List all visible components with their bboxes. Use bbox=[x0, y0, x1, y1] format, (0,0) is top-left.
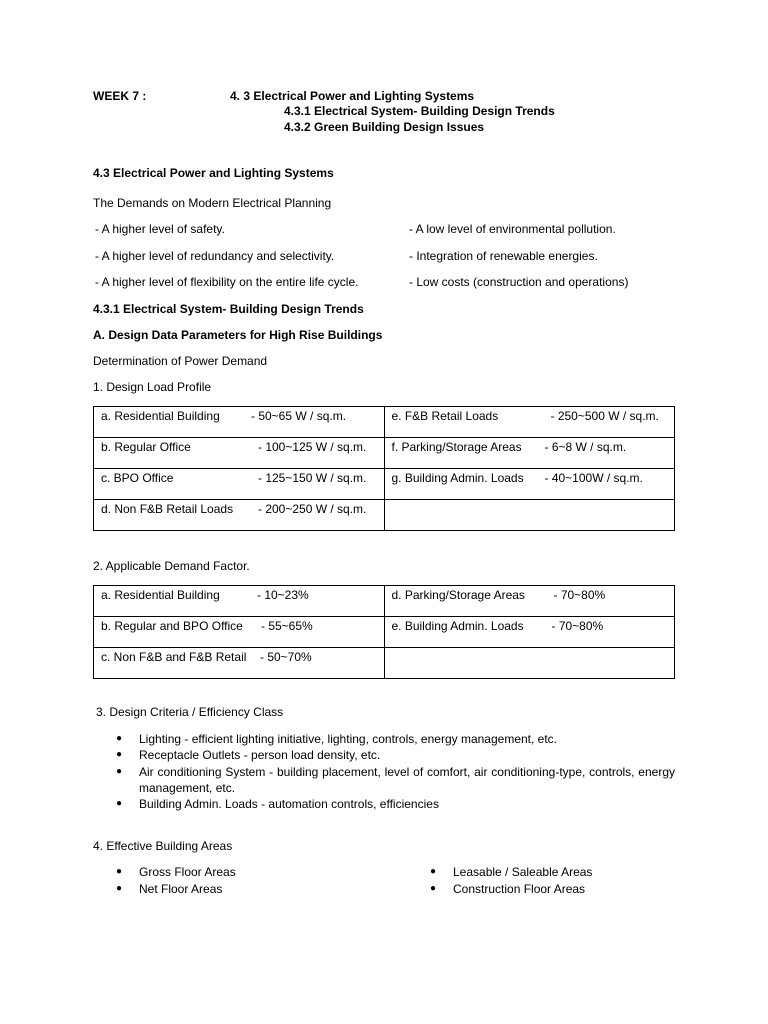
table-row bbox=[94, 469, 675, 500]
part-a-title: A. Design Data Parameters for High Rise Buildings bbox=[93, 328, 383, 342]
table-row bbox=[94, 438, 675, 469]
demand-right-item: - Integration of renewable energies. bbox=[409, 249, 598, 263]
cell-label: e. F&B Retail Loads bbox=[391, 409, 499, 423]
table-cell bbox=[384, 648, 675, 679]
list-item: Net Floor Areas bbox=[139, 882, 223, 896]
bullet-icon: ● bbox=[116, 749, 123, 760]
section-title: 4.3 Electrical Power and Lighting Systems bbox=[93, 166, 334, 180]
cell-value: - 125~150 W / sq.m. bbox=[258, 471, 367, 485]
table-cell bbox=[94, 617, 385, 648]
cell-label: a. Residential Building bbox=[101, 409, 220, 423]
demand-right-item: - A low level of environmental pollution. bbox=[409, 222, 616, 236]
cell-label: f. Parking/Storage Areas bbox=[391, 440, 522, 454]
table-row bbox=[94, 407, 675, 438]
design-criteria-heading: 3. Design Criteria / Efficiency Class bbox=[96, 705, 284, 719]
table-row bbox=[94, 586, 675, 617]
list-item: Air conditioning System - building placement, level of comfort, air conditioning-type, controls, energy bbox=[139, 765, 675, 779]
table-cell bbox=[94, 500, 385, 531]
bullet-icon: ● bbox=[430, 866, 437, 877]
table-cell bbox=[384, 407, 675, 438]
power-demand-heading: Determination of Power Demand bbox=[93, 354, 268, 368]
cell-label: d. Parking/Storage Areas bbox=[391, 588, 525, 602]
subsection-title: 4.3.1 Electrical System- Building Design Trends bbox=[93, 302, 364, 316]
bullet-icon: ● bbox=[116, 798, 123, 809]
list-item: Leasable / Saleable Areas bbox=[453, 865, 593, 879]
cell-value: - 40~100W / sq.m. bbox=[544, 471, 643, 485]
cell-value: - 70~80% bbox=[553, 588, 606, 602]
cell-label: c. BPO Office bbox=[101, 471, 174, 485]
demand-right-item: - Low costs (construction and operations) bbox=[409, 275, 629, 289]
list-item: Receptacle Outlets - person load density, etc. bbox=[139, 748, 381, 762]
bullet-icon: ● bbox=[116, 733, 123, 744]
cell-label: b. Regular Office bbox=[101, 440, 191, 454]
table-cell bbox=[94, 438, 385, 469]
table-cell bbox=[384, 500, 675, 531]
table-cell bbox=[94, 407, 385, 438]
topic-main: 4. 3 Electrical Power and Lighting Systems bbox=[230, 89, 475, 103]
list-item: Construction Floor Areas bbox=[453, 882, 586, 896]
week-label: WEEK 7 : bbox=[93, 89, 147, 103]
cell-label: e. Building Admin. Loads bbox=[391, 619, 524, 633]
load-profile-heading: 1. Design Load Profile bbox=[93, 380, 212, 394]
building-areas-heading: 4. Effective Building Areas bbox=[93, 839, 233, 853]
cell-value: - 200~250 W / sq.m. bbox=[258, 502, 367, 516]
table-cell bbox=[384, 469, 675, 500]
table-row bbox=[94, 500, 675, 531]
cell-label: g. Building Admin. Loads bbox=[391, 471, 524, 485]
table-cell bbox=[384, 438, 675, 469]
table-cell bbox=[94, 469, 385, 500]
cell-value: - 6~8 W / sq.m. bbox=[544, 440, 627, 454]
demand-left-item: - A higher level of redundancy and selectivity. bbox=[95, 249, 335, 263]
demands-intro: The Demands on Modern Electrical Planning bbox=[93, 196, 332, 210]
cell-value: - 70~80% bbox=[551, 619, 604, 633]
demand-left-item: - A higher level of flexibility on the entire life cycle. bbox=[95, 275, 359, 289]
cell-value: - 250~500 W / sq.m. bbox=[550, 409, 659, 423]
cell-label: b. Regular and BPO Office bbox=[101, 619, 243, 633]
cell-value: - 50~70% bbox=[260, 650, 312, 664]
cell-value: - 100~125 W / sq.m. bbox=[258, 440, 367, 454]
cell-value: - 10~23% bbox=[257, 588, 309, 602]
bullet-icon: ● bbox=[116, 766, 123, 777]
topic-sub1: 4.3.1 Electrical System- Building Design Trends bbox=[284, 104, 555, 118]
cell-label: a. Residential Building bbox=[101, 588, 220, 602]
table-cell bbox=[94, 586, 385, 617]
cell-value: - 55~65% bbox=[261, 619, 313, 633]
list-item: Gross Floor Areas bbox=[139, 865, 236, 879]
table-cell bbox=[384, 586, 675, 617]
table-cell bbox=[94, 648, 385, 679]
list-item-continuation: management, etc. bbox=[139, 781, 236, 795]
topic-sub2: 4.3.2 Green Building Design Issues bbox=[284, 120, 485, 134]
table-row bbox=[94, 617, 675, 648]
load-profile-table bbox=[93, 406, 675, 531]
cell-label: d. Non F&B Retail Loads bbox=[101, 502, 234, 516]
demand-factor-heading: 2. Applicable Demand Factor. bbox=[93, 559, 250, 573]
demand-factor-table bbox=[93, 585, 675, 679]
table-cell bbox=[384, 617, 675, 648]
list-item: Building Admin. Loads - automation controls, efficiencies bbox=[139, 797, 439, 811]
cell-label: c. Non F&B and F&B Retail bbox=[101, 650, 247, 664]
bullet-icon: ● bbox=[430, 883, 437, 894]
list-item: Lighting - efficient lighting initiative, lighting, controls, energy management, etc. bbox=[139, 732, 558, 746]
table-row bbox=[94, 648, 675, 679]
bullet-icon: ● bbox=[116, 883, 123, 894]
demand-left-item: - A higher level of safety. bbox=[95, 222, 225, 236]
cell-value: - 50~65 W / sq.m. bbox=[251, 409, 347, 423]
bullet-icon: ● bbox=[116, 866, 123, 877]
